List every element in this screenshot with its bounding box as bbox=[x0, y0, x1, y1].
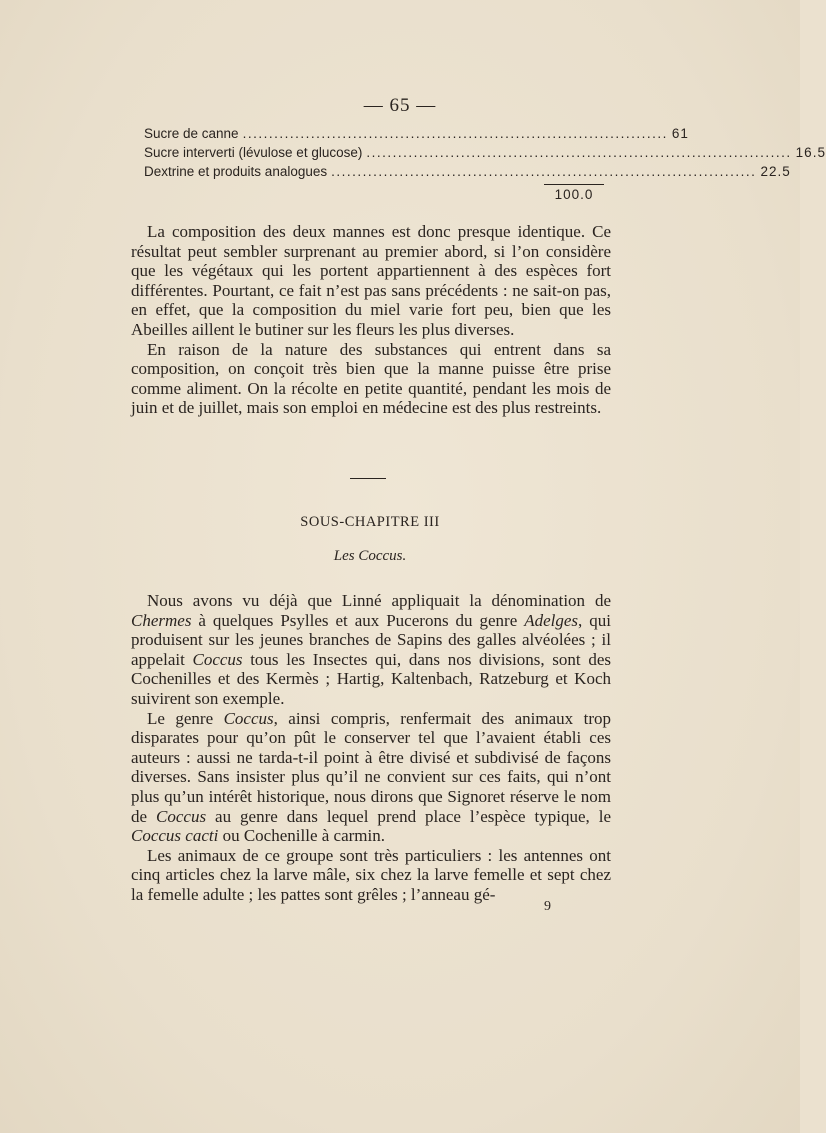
paragraph: Les animaux de ce groupe sont très particuliers : les antennes ont cinq articles chez la larve mâle, six chez la larve femelle et sept chez la femelle adulte ; les pattes sont grêles ; l’anneau gé- bbox=[131, 845, 611, 904]
section-divider bbox=[350, 478, 386, 479]
text-run: à quelques Psylles et aux Pucerons du genre bbox=[191, 610, 525, 630]
chapter-subheading: Les Coccus. bbox=[333, 548, 407, 564]
italic-term: Coccus bbox=[192, 649, 243, 669]
dot-leader: ................................................................................. bbox=[366, 145, 792, 160]
composition-table bbox=[144, 126, 826, 202]
italic-term: Coccus bbox=[156, 806, 207, 826]
page-number: — 65 — bbox=[363, 95, 437, 116]
section-text bbox=[131, 591, 611, 905]
italic-term: Coccus cacti bbox=[131, 826, 219, 846]
table-row-label: Dextrine et produits analogues bbox=[144, 164, 328, 179]
text-run: Le genre bbox=[147, 708, 224, 728]
text-run: , qui produisent sur les jeunes branches de Sapins des galles alvéolées ; il appelait bbox=[131, 610, 611, 669]
table-row bbox=[144, 164, 791, 183]
table-row bbox=[144, 126, 689, 145]
text-run: , ainsi compris, renfermait des animaux trop disparates pour qu’on pût le conserver tel que l’avaient établi ces auteurs : aussi ne tarda-t-il point à être divisé et subdivisé de façons diverses. Sans insister plus qu’il ne convient sur ces faits, qui n’ont plus qu’un intérêt historique, nous dirons que Signoret réserve le nom de bbox=[131, 708, 611, 826]
paragraph bbox=[131, 591, 611, 709]
text-run: tous les Insectes qui, dans nos divisions, sont des Cochenilles et des Kermès ; Hartig, Kaltenbach, Ratzeburg et Koch suivirent son exemple. bbox=[131, 649, 611, 708]
table-row-label: Sucre de canne bbox=[144, 126, 239, 141]
chapter-heading: SOUS-CHAPITRE III bbox=[300, 514, 440, 530]
italic-term: Chermes bbox=[131, 610, 192, 630]
table-total-value: 100.0 bbox=[544, 184, 604, 202]
table-row-value: 22.5 bbox=[760, 164, 791, 179]
text-run: ou Cochenille à carmin. bbox=[218, 826, 385, 846]
paragraph bbox=[131, 709, 611, 846]
signature-mark: 9 bbox=[544, 899, 551, 914]
section-text bbox=[131, 222, 611, 418]
dot-leader: ................................................................................. bbox=[242, 126, 668, 141]
italic-term: Adelges bbox=[524, 610, 579, 630]
text-run: au genre dans lequel prend place l’espèce typique, le bbox=[206, 806, 611, 826]
table-row-value: 61 bbox=[671, 126, 689, 141]
paragraph: La composition des deux mannes est donc presque identique. Ce résultat peut sembler surprenant au premier abord, si l’on considère que les végétaux qui les portent appartiennent à des espèces fort différentes. Pourtant, ce fait n’est pas sans précédents : ne sait-on pas, en effet, que la composition du miel varie fort peu, bien que les Abeilles aillent le butiner sur les fleurs les plus diverses. bbox=[131, 222, 611, 339]
table-row bbox=[144, 145, 826, 164]
table-total-row bbox=[144, 183, 604, 202]
table-row-value: 16.5 bbox=[795, 145, 826, 160]
paragraph: En raison de la nature des substances qui entrent dans sa composition, on conçoit très bien que la manne puisse être prise comme aliment. On la récolte en petite quantité, pendant les mois de juin et de juillet, mais son emploi en médecine est des plus restreints. bbox=[131, 339, 611, 418]
text-run: Nous avons vu déjà que Linné appliquait la dénomination de bbox=[147, 591, 611, 610]
table-row-label: Sucre interverti (lévulose et glucose) bbox=[144, 145, 363, 160]
italic-term: Coccus bbox=[223, 708, 274, 728]
dot-leader: ................................................................................. bbox=[331, 164, 757, 179]
